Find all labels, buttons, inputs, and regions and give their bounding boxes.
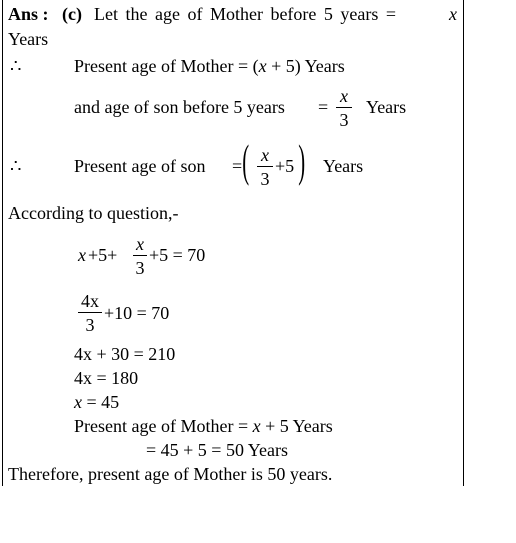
conclusion-text: Therefore, present age of Mother is 50 years.	[8, 464, 333, 484]
step3-eq: =	[232, 156, 243, 176]
final-line-2: = 45 + 5 = 50 Years	[146, 440, 288, 460]
answer-option: (c)	[62, 4, 82, 24]
therefore-symbol-2: ∴	[10, 156, 22, 176]
eq1-fraction: x 3	[133, 235, 147, 277]
answer-intro-unit: Years	[8, 29, 49, 49]
step3-plus5: +5	[275, 156, 295, 176]
step3-unit: Years	[323, 156, 364, 176]
step2-fraction: x 3	[336, 87, 352, 129]
eq5: x = 45	[74, 392, 120, 412]
eq1-var: x	[78, 245, 86, 265]
eq4: 4x = 180	[74, 368, 139, 388]
step3-text: Present age of son	[74, 156, 206, 176]
eq3: 4x + 30 = 210	[74, 344, 176, 364]
step3-left-paren: (	[242, 135, 250, 186]
therefore-symbol-1: ∴	[10, 56, 22, 76]
according-text: According to question,-	[8, 203, 179, 223]
answer-intro: Let the age of Mother before 5 years =	[94, 4, 397, 24]
final-line-1: Present age of Mother = x + 5 Years	[74, 416, 333, 436]
step1-text: Present age of Mother = (x + 5) Years	[74, 56, 345, 76]
step3-right-paren: )	[298, 135, 306, 186]
eq1-plus: +5+	[88, 245, 118, 265]
step3-fraction: x 3	[257, 146, 273, 188]
eq2-rest: +10 = 70	[104, 303, 170, 323]
step2-eq: =	[318, 97, 329, 117]
eq1-rest: +5 = 70	[149, 245, 206, 265]
eq2-fraction: 4x 3	[78, 292, 102, 334]
answer-label: Ans :	[8, 4, 49, 24]
step2-text: and age of son before 5 years	[74, 97, 285, 117]
step2-unit: Years	[366, 97, 407, 117]
answer-intro-var: x	[449, 4, 457, 24]
